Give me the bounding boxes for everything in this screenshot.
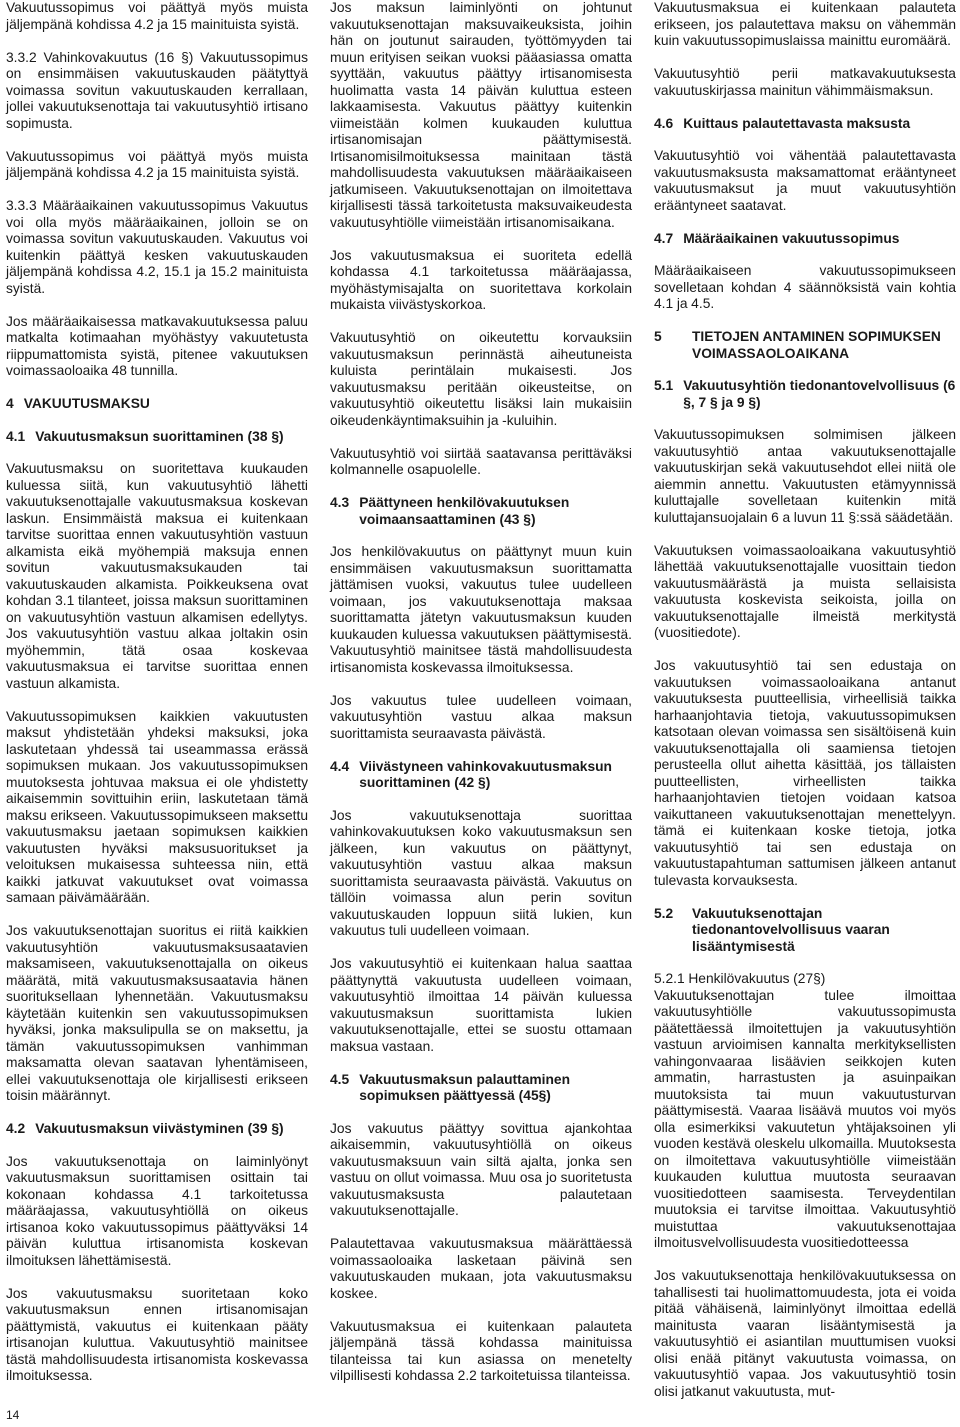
body-paragraph: 3.3.2 Vahinkovakuutus (16 §) Vakuutussopimus on ensimmäisen vakuutuskauden päätyttyä voimassa sovitun vakuutuskauden kerrallaan, jollei vakuutuksenottaja tai vakuutusyhtiö irtisano sopimusta. bbox=[6, 49, 308, 131]
body-paragraph: Jos vakuutuksenottajan suoritus ei riitä kaikkien vakuutusyhtiön vakuutusmaksusaatavien maksamiseen, vakuutuksenottajalla on oikeus määrätä, mitä vakuutusmaksusaatavia hänen suorituksellaan lyhennetään. Vakuutusmaksu käytetään kuitenkin sen vakuutussopimuksen hyväksi, jonka maksulipulla se on maksettu, ja tämän vakuutussopimuksen vanhimman maksamatta olevan saatavan lyhentämiseen, ellei vakuutuksenottaja ole kirjallisesti erikseen toisin määrännyt. bbox=[6, 923, 308, 1103]
body-paragraph: Vakuutusyhtiö on oikeutettu korvauksiin vakuutusmaksun perinnästä aiheutuneista kuluista perintälain mukaisesti. Jos vakuutusmaksu peritään oikeusteitse, on vakuutusyhtiö oikeutettu lisäksi lain mukaisiin oikeudenkäyntimaksuihin ja -kuluihin. bbox=[330, 330, 632, 428]
body-paragraph: Vakuutusmaksua ei kuitenkaan palauteta jäljempänä tässä kohdassa mainituissa tilanteissa tai kun asiassa on menetelty vilpillisesti kohdassa 2.2 tarkoitetuissa tilanteissa. bbox=[330, 1318, 632, 1383]
section-heading bbox=[654, 231, 956, 248]
body-paragraph: Jos vakuutuksenottaja on laiminlyönyt vakuutusmaksun suorittamisen osittain tai kokonaan kohdassa 4.1 tarkoitetussa määräajassa, vakuutusyhtiöllä on oikeus irtisanoa koko vakuutussopimus päättyväksi 14 päivän kuluttua irtisanomista koskevan ilmoituksen lähettämisestä. bbox=[6, 1153, 308, 1268]
section-title: Määräaikainen vakuutussopimus bbox=[683, 230, 900, 246]
body-paragraph: Jos vakuutus tulee uudelleen voimaan, vakuutusyhtiön vastuu alkaa maksun suorittamista seuraavasta päivästä. bbox=[330, 692, 632, 741]
section-heading bbox=[330, 495, 632, 528]
section-title: Viivästyneen vahinkovakuutusmaksun suorittaminen (42 §) bbox=[359, 758, 612, 790]
section-heading bbox=[330, 759, 632, 792]
section-number: 5.2 bbox=[654, 905, 674, 921]
section-heading bbox=[654, 116, 956, 133]
section-number: 4.7 bbox=[654, 230, 674, 246]
section-number: 4.1 bbox=[6, 428, 26, 444]
section-number: 4 bbox=[6, 396, 14, 411]
section-number: 4.5 bbox=[330, 1071, 350, 1087]
section-title: Kuittaus palautettavasta maksusta bbox=[683, 115, 911, 131]
body-paragraph: Vakuutuksen voimassaoloaikana vakuutusyhtiö lähettää vakuutuksenottajalle vuosittain tiedon vakuutusmäärästä ja muista sellaisista vakuutusta koskevista seikoista, joilla on vakuutuksenottajalle ilmeistä merkitystä (vuositiedote). bbox=[654, 542, 956, 640]
body-paragraph: 5.2.1 Henkilövakuutus (27§) bbox=[654, 971, 826, 986]
section-title: Vakuutusmaksun suorittaminen (38 §) bbox=[35, 428, 284, 444]
body-paragraph: Vakuutusyhtiö perii matkavakuutuksesta vakuutuskirjassa mainitun vähimmäismaksun. bbox=[654, 66, 956, 98]
body-paragraph: Vakuutussopimuksen solmimisen jälkeen vakuutusyhtiö antaa vakuutuksenottajalle vakuutuskirjan sekä vakuutusehdot ellei niitä ole aiemmin annettu. Vakuutusten etämyynnissä kuluttajalle sovelletaan kuitenkin mitä kuluttajansuojalain 6 a luvun 11 §:ssä säädetään. bbox=[654, 427, 956, 525]
section-number: 5 bbox=[654, 329, 662, 344]
section-number: 4.6 bbox=[654, 115, 674, 131]
body-paragraph: Jos määräaikaisessa matkavakuutuksessa paluu matkalta kotimaahan myöhästyy vakuutetusta riippumattomista syistä, pitenee vakuutuksen voimassaoloaika 48 tunnilla. bbox=[6, 313, 308, 378]
section-heading bbox=[654, 378, 956, 411]
section-title: Vakuutusmaksun palauttaminen sopimuksen päättyessä (45§) bbox=[359, 1071, 571, 1103]
section-title: Vakuutusyhtiön tiedonantovelvollisuus (6 §, 7 § ja 9 §) bbox=[683, 378, 956, 410]
page-number: 14 bbox=[6, 1408, 20, 1422]
section-title: Vakuutusmaksun viivästyminen (39 §) bbox=[35, 1121, 284, 1136]
body-paragraph: Vakuutusmaksu on suoritettava kuukauden kuluessa siitä, kun vakuutusyhtiö lähetti vakuutuksenottajalle vakuutusmaksua koskevan laskun. Ensimmäistä maksua ei kuitenkaan tarvitse suorittaa ennen vakuutusyhtiön vastuun alkamista eikä myöhempiä maksuja ennen sovitun vakuutusmaksukauden tai vakuutuskauden alkamista. Poikkeuksena ovat kohdan 3.1 tilanteet, joissa maksun suorittaminen on vakuutusyhtiön vastuun alkamisen edellytys. Jos vakuutusyhtiön vastuu alkaa joltakin osin myöhemmin, tätä osaa koskevaa vakuutusmaksua ei tarvitse suorittaa ennen vastuun alkamista. bbox=[6, 461, 308, 691]
section-title: TIETOJEN ANTAMINEN SOPIMUKSEN VOIMASSAOLOAIKANA bbox=[692, 329, 941, 361]
section-heading bbox=[330, 1072, 632, 1105]
body-paragraph: Jos vakuutusmaksu suoritetaan koko vakuutusmaksun ennen irtisanomisajan päättymistä, vakuutus ei kuitenkaan pääty irtisanojan kuluttua. Vakuutusyhtiö mainitsee tästä mahdollisuudesta irtisanomista koskevassa ilmoituksessa. bbox=[6, 1285, 308, 1383]
body-paragraph: Vakuutussopimus voi päättyä myös muista jäljempänä kohdissa 4.2 ja 15 mainituista syistä. bbox=[6, 0, 308, 32]
column-right bbox=[654, 0, 956, 1417]
section-heading bbox=[6, 396, 308, 413]
section-number: 5.1 bbox=[654, 378, 674, 393]
section-heading bbox=[6, 1121, 308, 1138]
section-title: Vakuutuksenottajan tiedonantovelvollisuus vaaran lisääntymisestä bbox=[692, 905, 890, 954]
body-paragraph: Määräaikaiseen vakuutussopimukseen sovelletaan kohdan 4 säännöksistä vain kohtia 4.1 ja 4.5. bbox=[654, 263, 956, 311]
section-number: 4.4 bbox=[330, 758, 350, 774]
section-heading bbox=[6, 429, 308, 446]
body-paragraph: Jos vakuutusyhtiö tai sen edustaja on vakuutuksen voimassaoloaikana antanut vakuutuksesta puutteellisia, virheellisiä taikka harhaanjohtavia tietoja, vakuutussopimuksen katsotaan olevan voimassa sen sisältöisenä kuin vakuutuksenottajalla oli saamiensa tietojen perusteella ollut aihetta käsittää, jos tällaisten puutteellisten, virheellisten taikka harhaanjohtavien tietojen voidaan katsoa vaikuttaneen vakuutuksenottajan menettelyyn. tämä ei kuitenkaan koske tietoja, jotka vakuutusyhtiö tai sen edustaja on vakuutustapahtuman sattumisen jälkeen antanut tulevasta korvauksesta. bbox=[654, 658, 956, 888]
body-paragraph: Vakuutuksenottajan tulee ilmoittaa vakuutusyhtiölle vakuutussopimusta päätettäessä ilmoitettujen ja vakuutusyhtiön vastuun arvioimisen kannalta merkityksellisten vahingonvaaraa lisäävien seikkojen kuten ammatin, harrastusten ja asuinpaikan muutoksista tai muun vakuutusturvan päättymisestä. Vaaraa lisäävä muutos voi myös olla esimerkiksi vakuutetun yhtäjaksoinen yli vuoden kestävä oleskelu ulkomailla. Muutoksesta on ilmoitettava vakuutusyhtiölle viimeistään kuukauden kuluttua muutosta seuraavan vuositiedotteen saamisesta. Terveydentilan muutoksia ei tarvitse ilmoittaa. Vakuutusyhtiö muistuttaa vakuutuksenottajaa ilmoitusvelvollisuudesta vuositiedotteessa bbox=[654, 987, 956, 1250]
body-paragraph: Jos vakuutusmaksua ei suoriteta edellä kohdassa 4.1 tarkoitetussa määräajassa, myöhästymisajalta on suoritettava korkolain mukaista viivästyskorkoa. bbox=[330, 247, 632, 312]
body-paragraph: Vakuutussopimus voi päättyä myös muista jäljempänä kohdissa 4.2 ja 15 mainituista syistä. bbox=[6, 148, 308, 180]
column-left bbox=[6, 0, 308, 1401]
body-paragraph: Palautettavaa vakuutusmaksua määrättäessä voimassaoloaika lasketaan päivinä sen vakuutuskauden mukaan, jota vakuutusmaksu koskee. bbox=[330, 1236, 632, 1301]
section-number: 4.2 bbox=[6, 1121, 26, 1136]
column-middle bbox=[330, 0, 632, 1401]
body-paragraph: Jos vakuutuksenottaja henkilövakuutuksessa on tahallisesti tai huolimattomuudesta, jota ei voida pitää vähäisenä, laiminlyönyt ilmoittaa edellä mainitusta vaaran lisääntymisestä ja vakuutusyhtiö ei asiantilan muuttumisen vuoksi olisi enää pitänyt vakuutusta voimassa, on vakuutusyhtiö vapaa. Jos vakuutusyhtiö tosin olisi jatkanut vakuutusta, mut- bbox=[654, 1268, 956, 1399]
body-paragraph: Jos vakuutusyhtiö ei kuitenkaan halua saattaa päättynyttä vakuutusta uudelleen voimaan, vakuutusyhtiö ilmoittaa 14 päivän kuluessa vakuutusmaksun suorittamista lukien vakuutuksenottajalle, ettei se suostu ottamaan maksua vastaan. bbox=[330, 956, 632, 1054]
body-paragraph: Jos vakuutus päättyy sovittua ajankohtaa aikaisemmin, vakuutusyhtiöllä on oikeus vakuutusmaksuun vain siltä ajalta, jonka sen vastuu on ollut voimassa. Muu osa jo suoritetusta vakuutusmaksusta palautetaan vakuutuksenottajalle. bbox=[330, 1120, 632, 1218]
section-number: 4.3 bbox=[330, 495, 350, 510]
body-paragraph: Vakuutusyhtiö voi vähentää palautettavasta vakuutusmaksusta maksamattomat erääntyneet vakuutusmaksut ja muut vakuutusyhtiön erääntyneet saatavat. bbox=[654, 148, 956, 213]
body-paragraph: Jos maksun laiminlyönti on johtunut vakuutuksenottajan maksuvaikeuksista, joihin hän on joutunut sairauden, työttömyyden tai muun erityisen seikan vuoksi pääasiassa omatta syyttään, vakuutus päättyy irtisanomisesta huolimatta vasta 14 päivän kuluttua esteen lakkaamisesta. Vakuutus päättyy kuitenkin viimeistään kolmen kuukauden kuluttua irtisanomisajan päättymisestä. Irtisanomisilmoituksessa mainitaan tästä mahdollisuudesta vakuutuksen määräaikaiseen jatkumiseen. Vakuutuksenottajan on ilmoitettava kirjallisesti tässä tarkoitetusta maksuvaikeudesta vakuutusyhtiölle viimeistään irtisanomisaikana. bbox=[330, 0, 632, 230]
section-heading bbox=[654, 329, 956, 362]
body-paragraph: Vakuutusmaksua ei kuitenkaan palauteta erikseen, jos palautettava maksu on vähemmän kuin vakuutussopimuslaissa mainittu euromäärä. bbox=[654, 0, 956, 48]
body-paragraph: Vakuutusyhtiö voi siirtää saatavansa perittäväksi kolmannelle osapuolelle. bbox=[330, 445, 632, 477]
section-title: VAKUUTUSMAKSU bbox=[23, 396, 150, 411]
body-paragraph: Jos henkilövakuutus on päättynyt muun kuin ensimmäisen vakuutusmaksun suorittamatta jättämisen vuoksi, vakuutus tulee uudelleen voimaan, jos vakuutuksenottaja maksaa suorittamatta jätetyn vakuutusmaksun kuuden kuukauden kuluessa vakuutuksen päättymisestä. Vakuutusyhtiö mainitsee tästä mahdollisuudesta irtisanomista koskevassa ilmoituksessa. bbox=[330, 544, 632, 675]
body-paragraph: Jos vakuutuksenottaja suorittaa vahinkovakuutuksen koko vakuutusmaksun sen jälkeen, kun vakuutus on päättynyt, vakuutusyhtiön vastuu alkaa maksun suorittamista seuraavasta päivästä. Vakuutus on tällöin voimassa alun perin sovitun vakuutuskauden loppuun siitä lukien, kun vakuutus tuli uudelleen voimaan. bbox=[330, 807, 632, 938]
body-paragraph: Vakuutussopimuksen kaikkien vakuutusten maksut yhdistetään yhdeksi maksuksi, joka laskutetaan yhdessä tai useammassa erässä sopimuksen mukaan. Jos vakuutussopimuksen muutoksesta johtuvaa maksua ei ole yhdistetty aikaisemmin sovittuihin eriin, laskutetaan tämä maksu erikseen. Vakuutussopimukseen maksettu vakuutusmaksu jaetaan sopimuksen kaikkien vakuutusten hyväksi maksusuoritukset ja veloituksen mukaisessa suhteessa niin, että kaikki jatkuvat vakuutukset ovat voimassa samaan päivämäärään. bbox=[6, 708, 308, 905]
section-heading bbox=[654, 906, 956, 956]
body-paragraph: 3.3.3 Määräaikainen vakuutussopimus Vakuutus voi olla myös määräaikainen, jolloin se on voimassa sovitun vakuutuskauden. Vakuutus voi kuitenkin päättyä kesken vakuutuskauden jäljempänä kohdissa 4.2, 15.1 ja 15.2 mainituista syistä. bbox=[6, 198, 308, 296]
section-title: Päättyneen henkilövakuutuksen voimaansaattaminen (43 §) bbox=[359, 495, 570, 527]
